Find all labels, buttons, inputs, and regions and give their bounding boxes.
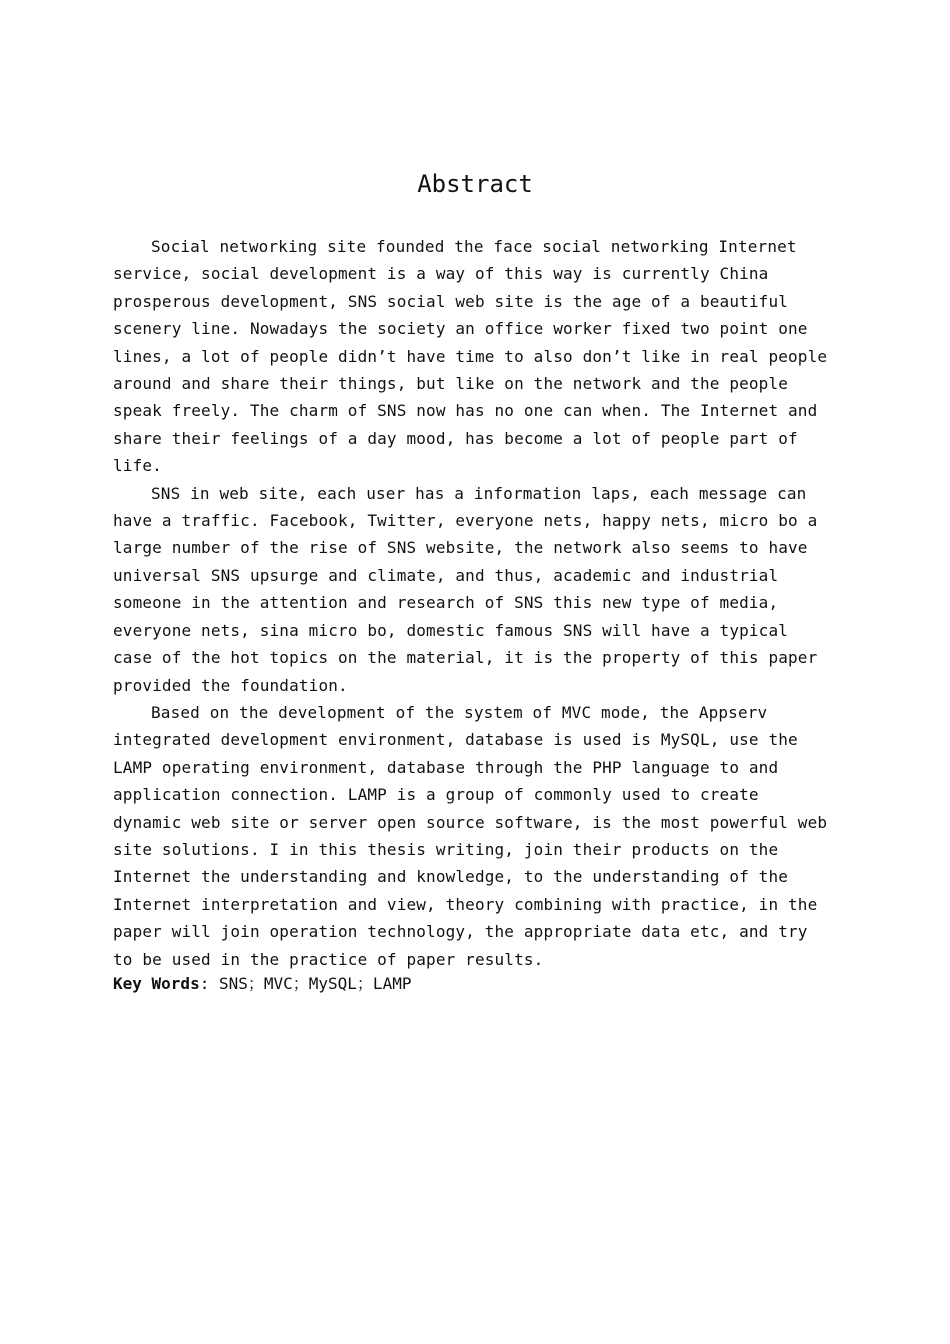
abstract-paragraph-1: Social networking site founded the face social networking Internet service, social development is a way of this way is currently China prosperous development, SNS social web site is the age of a beautiful scenery line. Nowadays the society an office worker fixed two point one lines, a lot of people didn’t have time to also don’t like in real people around and share their things, but like on the network and the people speak freely. The charm of SNS now has no one can when. The Internet and share their feelings of a day mood, has become a lot of people part of life. [113,237,828,476]
keywords-line [113,970,411,997]
abstract-paragraph-3: Based on the development of the system of MVC mode, the Appserv integrated development environment, database is used is MySQL, use the LAMP operating environment, database through the PHP language to and application connection. LAMP is a group of commonly used to create dynamic web site or server open source software, is the most powerful web site solutions. I in this thesis writing, join their products on the Internet the understanding and knowledge, to the understanding of the Internet interpretation and view, theory combining with practice, in the paper will join operation technology, the appropriate data etc, and try to be used in the practice of paper results. [113,702,828,969]
keywords-label: Key Words [113,974,200,993]
abstract-paragraph-2: SNS in web site, each user has a information laps, each message can have a traffic. Facebook, Twitter, everyone nets, happy nets, micro bo a large number of the rise of SNS website, the network also seems to have universal SNS upsurge and climate, and thus, academic and industrial someone in the attention and research of SNS this new type of media, everyone nets, sina micro bo, domestic famous SNS will have a typical case of the hot topics on the material, it is the property of this paper provided the foundation. [113,483,818,695]
page-title: Abstract [417,170,533,198]
keywords-value: : SNS；MVC；MySQL；LAMP [199,974,412,993]
abstract-body [113,233,833,973]
